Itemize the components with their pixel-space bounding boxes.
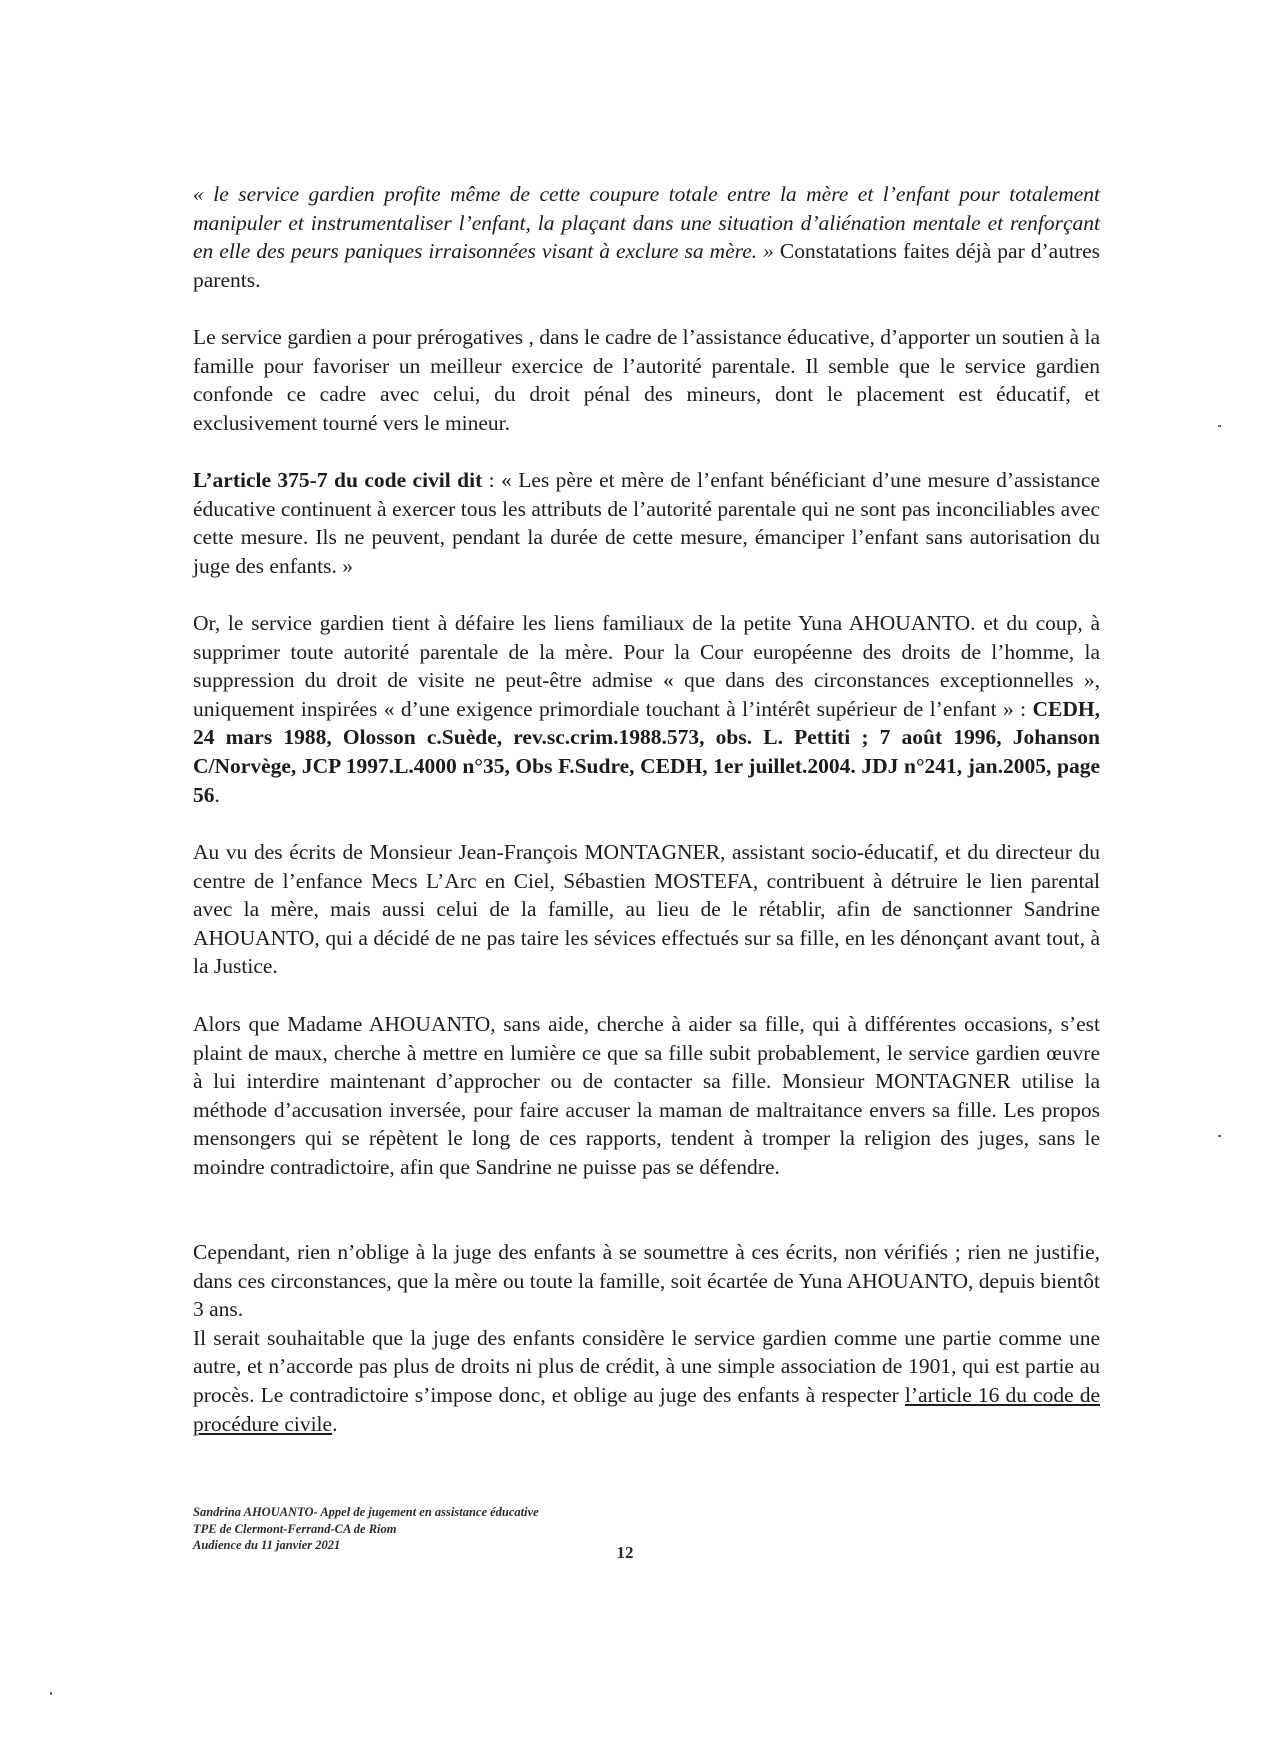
footer-line-2: TPE de Clermont-Ferrand-CA de Riom — [193, 1521, 397, 1536]
paragraph-cedh — [193, 609, 1100, 809]
page-number: 12 — [616, 1543, 634, 1562]
paragraph-text-a: Cependant, rien n’oblige à la juge des enfants à se soumettre à ces écrits, non vérifiés ; rien ne justifie, dans ces circonstances, que la mère ou toute la famille, soit écartée de Yuna AHOUANTO, depuis bientôt 3 ans. — [193, 1240, 1100, 1322]
paragraph-text: : « Les père et mère de l’enfant bénéficiant d’une mesure d’assistance éducative continuent à exercer tous les attributs de l’autorité parentale qui ne sont pas inconciliables avec cette mesure. Ils ne peuvent, pendant la durée de cette mesure, émanciper l’enfant sans autorisation du juge des enfants. » — [193, 468, 1100, 578]
paragraph-text: Alors que Madame AHOUANTO, sans aide, cherche à aider sa fille, qui à différentes occasions, s’est plaint de maux, cherche à mettre en lumière ce que sa fille subit probablement, le service gardien œuvre à lui interdire maintenant d’approcher ou de contacter sa fille. Monsieur MONTAGNER utilise la méthode d’accusation inversée, pour faire accuser la maman de maltraitance envers sa fille. Les propos mensongers qui se répètent le long de ces rapports, tendent à tromper la religion des juges, sans le moindre contradictoire, afin que Sandrine ne puisse pas se défendre. — [193, 1012, 1100, 1179]
paragraph-article-375-7 — [193, 466, 1100, 580]
article-16-link[interactable]: l’article 16 du code de procédure civile — [193, 1382, 1100, 1436]
bold-case-references: CEDH, 24 mars 1988, Olosson c.Suède, rev.sc.crim.1988.573, obs. L. Pettiti ; 7 août 1996, Johanson C/Norvège, JCP 1997.L.4000 n°35, Obs F.Sudre, CEDH, 1er juillet.2004. JDJ n°241, jan.2005, page 56 — [193, 696, 1100, 807]
paragraph-montagner — [193, 838, 1100, 981]
scan-speck — [1218, 425, 1221, 427]
paragraph-end: . — [214, 782, 220, 807]
paragraph-madame-ahouanto — [193, 1010, 1100, 1182]
scan-speck — [1218, 1135, 1221, 1137]
paragraph-prerogatives — [193, 323, 1100, 437]
paragraph-tail: Constatations faites déjà par d’autres parents. — [193, 239, 1101, 292]
paragraph-quote-service-gardien — [193, 180, 1100, 294]
footer-line-3: Audience du 11 janvier 2021 — [193, 1538, 341, 1552]
paragraph-text-b: Il serait souhaitable que la juge des enfants considère le service gardien comme une partie comme une autre, et n’accorde pas plus de droits ni plus de crédit, à une simple association de 1901, qui est partie au procès. Le contradictoire s’impose donc, et oblige au juge des enfants à respecter — [193, 1325, 1100, 1407]
paragraph-cependant — [193, 1238, 1100, 1438]
paragraph-text: Au vu des écrits de Monsieur Jean-François MONTAGNER, assistant socio-éducatif, et du directeur du centre de l’enfance Mecs L’Arc en Ciel, Sébastien MOSTEFA, contribuent à détruire le lien parental avec la mère, mais aussi celui de la famille, au lieu de le rétablir, afin de sanctionner Sandrine AHOUANTO, qui a décidé de ne pas taire les sévices effectués sur sa fille, en les dénonçant avant tout, à la Justice. — [193, 840, 1100, 979]
paragraph-text: Or, le service gardien tient à défaire les liens familiaux de la petite Yuna AHOUANTO. et du coup, à supprimer toute autorité parentale de la mère. Pour la Cour européenne des droits de l’homme, la suppression du droit de visite ne peut-être admise « que dans des circonstances exceptionnelles », uniquement inspirées « d’une exigence primordiale touchant à l’intérêt supérieur de l’enfant » : — [193, 611, 1100, 721]
paragraph-text: Le service gardien a pour prérogatives , dans le cadre de l’assistance éducative, d’apporter un soutien à la famille pour favoriser un meilleur exercice de l’autorité parentale. Il semble que le service gardien confonde ce cadre avec celui, du droit pénal des mineurs, dont le placement est éducatif, et exclusivement tourné vers le mineur. — [193, 325, 1100, 435]
bold-lead: L’article 375-7 du code civil dit — [193, 468, 483, 492]
italic-quote: « le service gardien profite même de cette coupure totale entre la mère et l’enfant pour totalement manipuler et instrumentaliser l’enfant, la plaçant dans une situation d’aliénation mentale et renforçant en elle des peurs paniques irraisonnées visant à exclure sa mère. » — [193, 182, 1100, 264]
paragraph-end: . — [332, 1411, 338, 1436]
footer-line-1: Sandrina AHOUANTO- Appel de jugement en assistance éducative — [193, 1505, 539, 1519]
document-footer — [193, 1504, 539, 1554]
scan-speck — [50, 1692, 52, 1695]
